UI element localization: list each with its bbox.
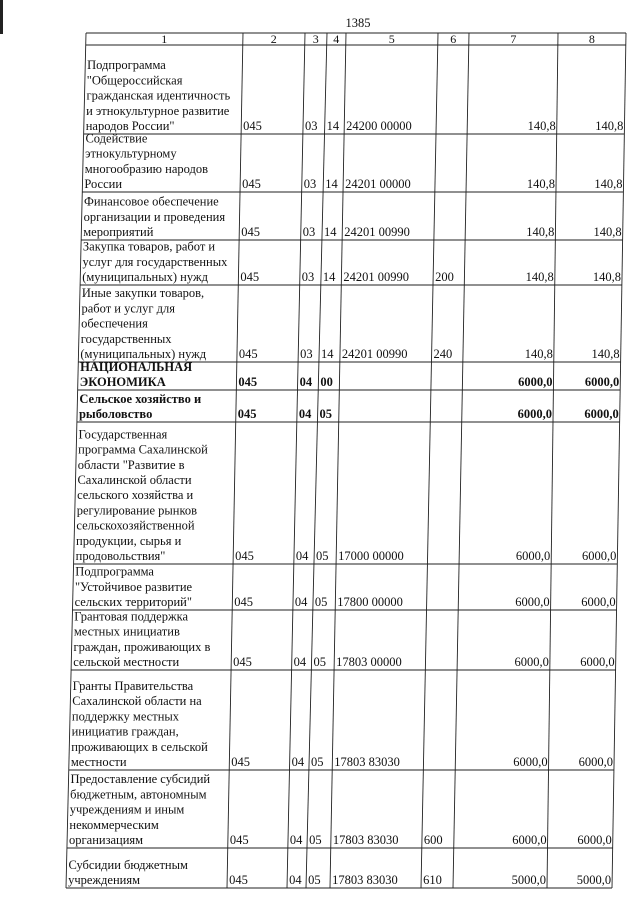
row-name-line: "Общероссийская <box>86 73 183 88</box>
row-code: 045 <box>235 549 254 563</box>
row-name-line: учреждениям и иным <box>69 802 185 817</box>
header-col-1: 1 <box>161 32 168 46</box>
row-subsection: 05 <box>313 655 326 669</box>
row-name-line: Подпрограмма <box>87 58 166 73</box>
row-name-line: (муниципальных) нужд <box>80 347 207 361</box>
row-name-line: Финансовое обеспечение <box>83 194 219 209</box>
row-target-article: 17000 00000 <box>338 549 404 563</box>
row-amount-1: 6000,0 <box>513 755 548 769</box>
row-amount-1: 140,8 <box>526 177 556 191</box>
row-name-line: народов России" <box>85 119 175 133</box>
row-amount-1: 140,8 <box>526 225 555 239</box>
row-name <box>76 427 208 563</box>
row-section: 03 <box>301 270 315 284</box>
column-rule <box>453 33 469 888</box>
row-subsection: 14 <box>321 347 334 361</box>
row-name-line: и этнокультурное развитие <box>86 103 230 118</box>
row-code: 045 <box>231 755 251 769</box>
row-name <box>84 131 208 191</box>
row-amount-2: 6000,0 <box>581 549 617 563</box>
row-amount-1: 6000,0 <box>518 375 553 389</box>
row-name-line: организациям <box>69 833 144 847</box>
table-row <box>83 195 621 239</box>
row-name <box>86 58 231 133</box>
row-amount-2: 140,8 <box>593 225 622 239</box>
row-target-article: 24201 00990 <box>344 225 410 239</box>
page-number: 1385 <box>345 16 371 30</box>
row-amount-2: 140,8 <box>592 270 621 284</box>
row-expense-type: 240 <box>433 347 453 361</box>
row-name-line: Содействие <box>85 131 148 146</box>
header-col-7: 7 <box>510 32 517 46</box>
row-target-article: 17803 83030 <box>332 833 399 847</box>
row-section: 04 <box>299 375 313 389</box>
row-section: 04 <box>291 755 305 769</box>
row-name <box>80 286 206 361</box>
row-name <box>80 360 192 389</box>
row-target-article: 17803 83030 <box>332 873 398 887</box>
row-target-article: 24201 00990 <box>341 347 408 361</box>
row-code: 045 <box>229 833 249 847</box>
row-amount-2: 6000,0 <box>584 375 620 389</box>
header-col-4: 4 <box>333 32 340 46</box>
row-name <box>73 609 210 669</box>
row-subsection: 14 <box>326 119 340 133</box>
row-name <box>83 195 225 239</box>
row-subsection: 14 <box>324 225 337 239</box>
row-name-line: некоммерческим <box>69 817 159 832</box>
row-name-line: организации и проведения <box>83 209 226 224</box>
row-code: 045 <box>238 375 258 389</box>
row-name <box>75 565 193 609</box>
row-subsection: 00 <box>320 375 333 389</box>
row-subsection: 14 <box>322 270 336 284</box>
table-row <box>82 240 621 284</box>
row-amount-1: 6000,0 <box>512 833 547 847</box>
row-amount-2: 6000,0 <box>581 595 616 609</box>
row-name-line: учреждениям <box>68 873 141 887</box>
row-name-line: местных инициатив <box>73 624 180 639</box>
table-row <box>71 679 613 769</box>
row-target-article: 24200 00000 <box>346 119 412 133</box>
header-col-2: 2 <box>270 32 277 46</box>
row-name-line: регулирование рынков <box>76 503 198 518</box>
row-subsection: 14 <box>325 177 338 191</box>
row-section: 03 <box>302 225 316 239</box>
row-name-line: Иные закупки товаров, <box>81 286 205 301</box>
row-amount-1: 140,8 <box>527 119 556 133</box>
row-subsection: 05 <box>308 873 321 887</box>
row-name-line: местности <box>70 755 127 769</box>
row-section: 03 <box>304 119 318 133</box>
row-name <box>71 679 208 769</box>
row-amount-1: 6000,0 <box>517 407 553 421</box>
row-name <box>79 392 201 421</box>
row-name-line: Сельское хозяйство и <box>79 391 202 406</box>
table-row <box>68 858 611 887</box>
row-name-line: продукции, сырья и <box>76 533 182 548</box>
row-name-line: гражданская идентичность <box>86 88 231 103</box>
row-subsection: 05 <box>319 407 333 421</box>
row-name-line: многообразию народов <box>84 161 209 176</box>
row-amount-2: 6000,0 <box>580 655 615 669</box>
row-target-article: 24201 00990 <box>343 270 409 284</box>
row-name <box>69 772 210 847</box>
row-amount-1: 140,8 <box>525 270 554 284</box>
row-amount-2: 140,8 <box>595 119 624 133</box>
row-amount-2: 5000,0 <box>576 873 612 887</box>
row-section: 04 <box>289 833 303 847</box>
row-name-line: Предоставление субсидий <box>70 772 211 787</box>
header-col-8: 8 <box>588 32 595 46</box>
row-subsection: 05 <box>314 595 328 609</box>
row-name-line: программа Сахалинской <box>78 442 208 457</box>
row-subsection: 05 <box>310 755 324 769</box>
row-name-line: сельских территорий" <box>74 595 192 609</box>
row-code: 045 <box>240 270 260 284</box>
row-name-line: этнокультурному <box>85 146 177 161</box>
table-row <box>86 58 624 133</box>
row-name-line: поддержку местных <box>71 709 180 724</box>
row-expense-type: 200 <box>435 270 454 284</box>
row-name-line: сельского хозяйства и <box>77 488 194 503</box>
row-name-line: Закупка товаров, работ и <box>82 239 216 254</box>
row-name-line: работ и услуг для <box>81 301 175 316</box>
row-name <box>82 240 228 284</box>
table-row <box>76 427 617 563</box>
row-name-line: инициатив граждан, <box>71 724 179 739</box>
column-rule <box>421 33 438 888</box>
row-name-line: сельскохозяйственной <box>76 518 195 533</box>
budget-table <box>68 32 623 887</box>
row-code: 045 <box>234 595 254 609</box>
row-amount-2: 6000,0 <box>584 407 619 421</box>
row-target-article: 17800 00000 <box>337 595 403 609</box>
row-name-line: России <box>84 177 123 191</box>
row-section: 04 <box>294 595 308 609</box>
row-name-line: Грантовая поддержка <box>74 609 189 624</box>
row-amount-1: 6000,0 <box>515 595 550 609</box>
row-name-line: Гранты Правительства <box>72 679 194 693</box>
row-code: 045 <box>243 119 262 133</box>
table-row <box>73 609 614 669</box>
row-target-article: 24201 00000 <box>345 177 411 191</box>
row-section: 03 <box>303 177 317 191</box>
row-name-line: проживающих в сельской <box>71 739 208 754</box>
row-code: 045 <box>241 225 260 239</box>
row-name-line: обеспечения <box>81 316 148 331</box>
row-subsection: 05 <box>316 549 329 563</box>
row-amount-2: 6000,0 <box>577 833 612 847</box>
row-name-line: НАЦИОНАЛЬНАЯ <box>80 359 193 374</box>
row-expense-type: 600 <box>423 833 443 847</box>
row-amount-2: 6000,0 <box>578 755 613 769</box>
row-name-line: рыболовство <box>78 407 153 421</box>
row-name-line: Сахалинской области на <box>72 694 202 709</box>
row-name-line: бюджетным, автономным <box>70 787 207 802</box>
column-rule <box>547 33 558 888</box>
row-amount-1: 140,8 <box>524 347 553 361</box>
row-name-line: ЭКОНОМИКА <box>79 375 166 389</box>
row-amount-2: 140,8 <box>594 177 623 191</box>
header-col-3: 3 <box>312 32 319 46</box>
table-row <box>79 392 619 421</box>
row-subsection: 05 <box>309 833 322 847</box>
row-name-line: Субсидии бюджетным <box>68 857 188 872</box>
row-name-line: Государственная <box>78 427 168 442</box>
header-col-5: 5 <box>388 32 395 46</box>
table-row <box>80 360 619 389</box>
row-name-line: Подпрограмма <box>75 564 154 579</box>
row-code: 045 <box>229 873 248 887</box>
row-section: 04 <box>298 407 312 421</box>
table-row <box>80 286 619 361</box>
table-row <box>84 131 622 191</box>
row-name-line: "Устойчивое развитие <box>74 579 193 594</box>
row-name-line: государственных <box>80 331 172 346</box>
row-code: 045 <box>237 407 257 421</box>
row-amount-1: 6000,0 <box>515 549 551 563</box>
column-rule <box>612 33 626 888</box>
row-expense-type: 610 <box>423 873 442 887</box>
row-name-line: услуг для государственных <box>82 254 228 269</box>
binding-mark <box>0 0 3 34</box>
row-name-line: сельской местности <box>73 655 180 669</box>
row-amount-2: 140,8 <box>591 347 620 361</box>
header-col-6: 6 <box>450 32 457 46</box>
row-name-line: граждан, проживающих в <box>73 639 211 654</box>
row-name-line: Сахалинской области <box>77 473 192 487</box>
row-section: 04 <box>293 655 307 669</box>
table-row <box>69 772 612 847</box>
row-name <box>68 858 188 887</box>
row-name-line: продовольствия" <box>75 549 166 563</box>
row-code: 045 <box>238 347 258 361</box>
row-name-line: мероприятий <box>83 225 154 239</box>
row-name-line: (муниципальных) нужд <box>82 270 208 284</box>
row-amount-1: 6000,0 <box>514 655 549 669</box>
row-amount-1: 5000,0 <box>511 873 547 887</box>
row-section: 03 <box>300 347 313 361</box>
row-target-article: 17803 00000 <box>336 655 402 669</box>
row-name-line: области "Развитие в <box>77 457 185 472</box>
row-target-article: 17803 83030 <box>334 755 400 769</box>
row-section: 04 <box>295 549 309 563</box>
row-section: 04 <box>289 873 302 887</box>
row-code: 045 <box>242 177 261 191</box>
row-code: 045 <box>233 655 252 669</box>
table-row <box>75 565 616 609</box>
